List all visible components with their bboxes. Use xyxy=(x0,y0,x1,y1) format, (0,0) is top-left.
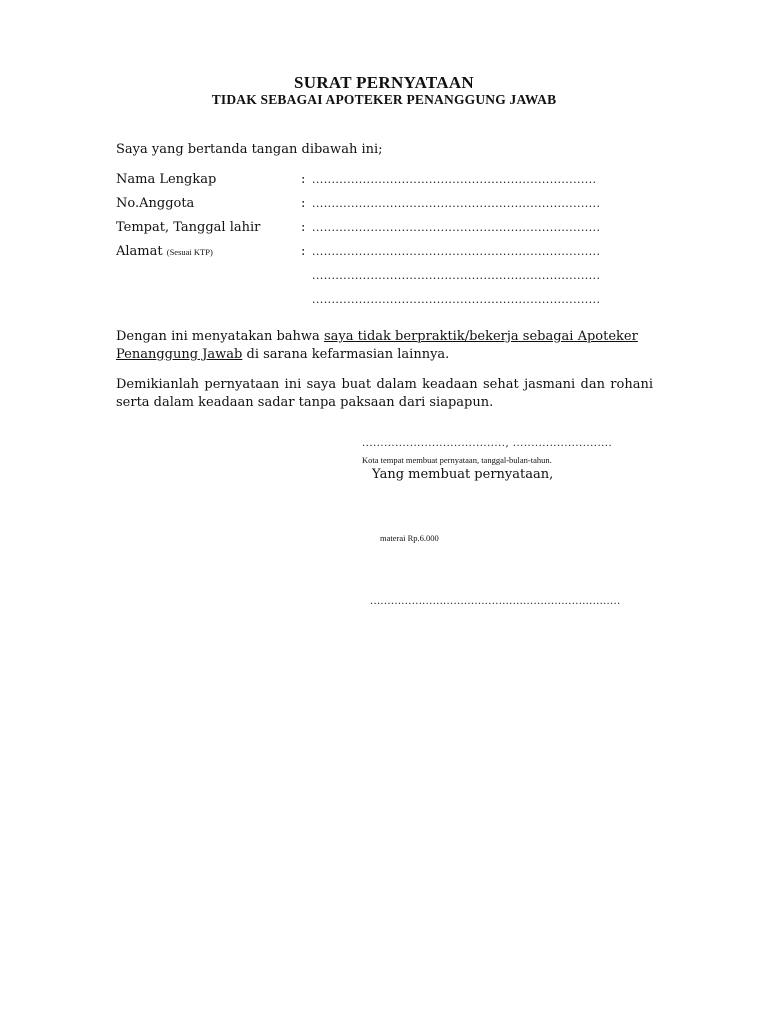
field-colon: : xyxy=(301,172,306,187)
field-fill-member-no: .......................................................................... xyxy=(312,197,601,210)
address-label-note: (Sesuai KTP) xyxy=(166,247,213,257)
field-label-member-no: No.Anggota xyxy=(116,196,195,211)
statement-prefix: Dengan ini menyatakan bahwa xyxy=(116,329,324,344)
document-subtitle: TIDAK SEBAGAI APOTEKER PENANGGUNG JAWAB xyxy=(211,92,557,107)
statement-underlined: saya tidak berpraktik/bekerja sebagai Apoteker Penanggung Jawab xyxy=(116,329,638,362)
statement-paragraph xyxy=(116,328,653,364)
signer-caption: Yang membuat pernyataan, xyxy=(372,467,554,482)
field-label-address xyxy=(116,242,213,262)
field-label-name: Nama Lengkap xyxy=(116,172,217,187)
field-fill-address-line-2: .......................................................................... xyxy=(312,269,601,282)
address-label: Alamat xyxy=(116,244,163,259)
field-fill-address-line-3: .......................................................................... xyxy=(312,293,601,306)
field-fill-address: .......................................................................... xyxy=(312,245,601,258)
field-colon: : xyxy=(301,244,306,259)
intro-text: Saya yang bertanda tangan dibawah ini; xyxy=(116,142,383,157)
document-title: SURAT PERNYATAAN xyxy=(293,73,475,92)
field-fill-name: ......................................................................... xyxy=(312,173,597,186)
place-date-note: Kota tempat membuat pernyataan, tanggal-bulan-tahun. xyxy=(362,455,552,465)
closing-paragraph: Demikianlah pernyataan ini saya buat dalam keadaan sehat jasmani dan rohani serta dalam keadaan sadar tanpa paksaan dari siapapun. xyxy=(116,377,653,410)
place-date-line: ......................................., ........................... xyxy=(362,438,613,449)
stamp-label: materai Rp.6.000 xyxy=(380,533,439,543)
field-label-birth: Tempat, Tanggal lahir xyxy=(116,220,261,235)
statement-suffix: di sarana kefarmasian lainnya. xyxy=(242,347,450,362)
field-colon: : xyxy=(301,220,306,235)
signature-name-line: ........................................................................ xyxy=(370,596,621,607)
field-fill-birth: .......................................................................... xyxy=(312,221,601,234)
field-colon: : xyxy=(301,196,306,211)
